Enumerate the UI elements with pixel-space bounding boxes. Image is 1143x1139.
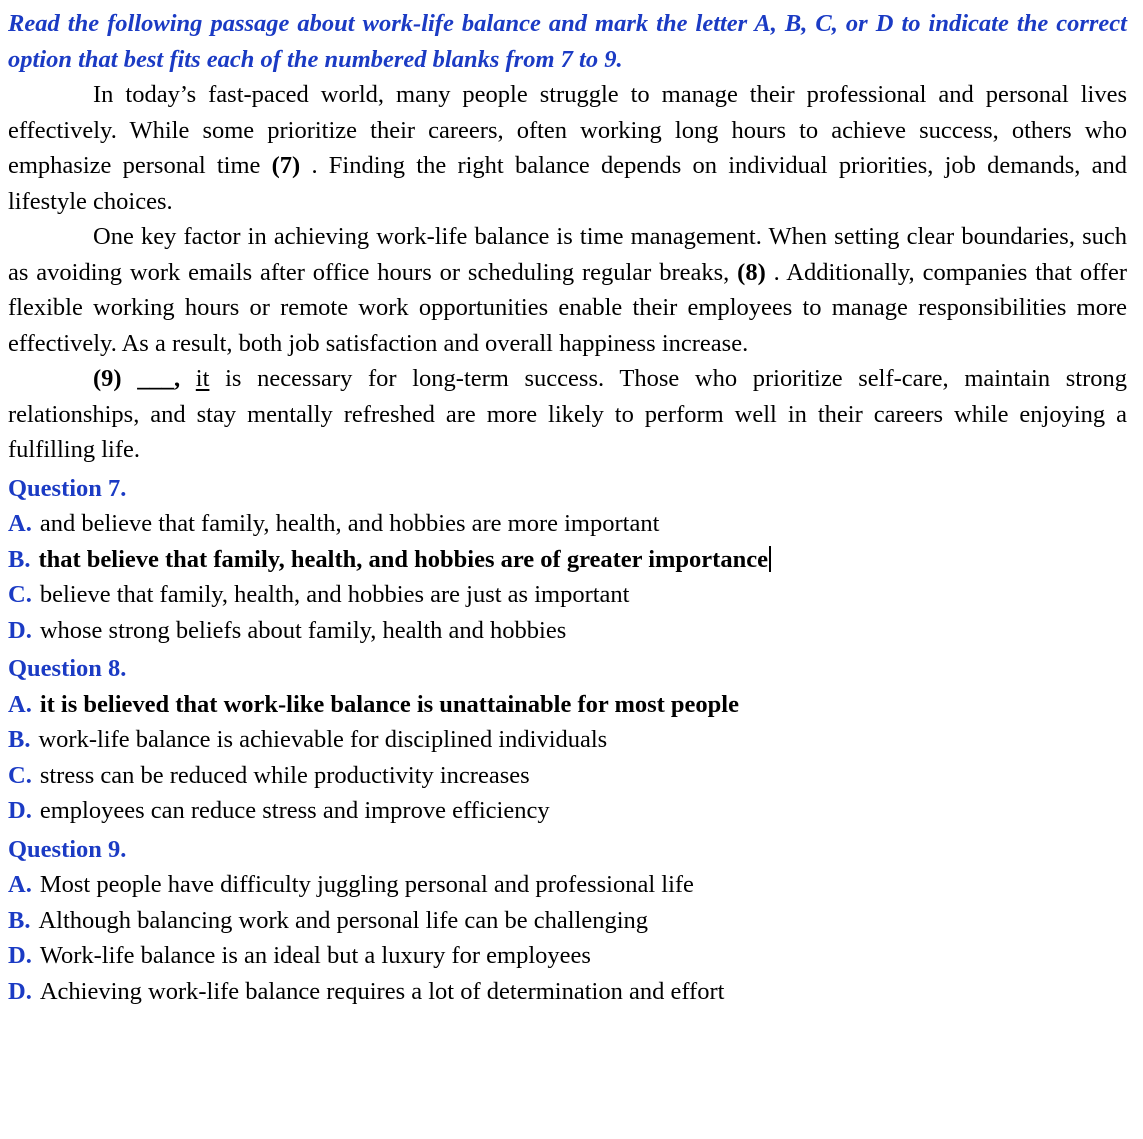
blank-9-label: (9)	[93, 365, 122, 392]
p3-underlined-word: it	[195, 365, 210, 392]
option-letter: D.	[8, 797, 32, 824]
p1-text-before-blank: In today’s fast-paced world, many people struggle to manage their professional and personal lives effectively. While some prioritize their careers, often working long hours to achieve success, others who emphasize personal time	[8, 81, 1127, 179]
option-letter: D.	[8, 942, 32, 969]
option-7c[interactable]	[8, 577, 1127, 613]
option-letter: B.	[8, 545, 31, 573]
option-8b[interactable]	[8, 722, 1127, 758]
option-9a[interactable]	[8, 867, 1127, 903]
option-8c[interactable]	[8, 758, 1127, 794]
question-8-heading[interactable]	[8, 651, 1127, 687]
option-text: Although balancing work and personal life can be challenging	[38, 906, 649, 934]
option-letter: B.	[8, 726, 31, 753]
option-7b[interactable]	[8, 542, 1127, 578]
option-text: Work-life balance is an ideal but a luxury for employees	[39, 942, 591, 969]
option-letter: A.	[8, 690, 32, 718]
option-text: Most people have difficulty juggling personal and professional life	[39, 871, 694, 898]
passage-paragraph-1[interactable]	[8, 77, 1127, 219]
option-text: that believe that family, health, and hobbies are of greater importance	[38, 545, 768, 573]
question-heading-text: Question 7.	[8, 474, 127, 502]
passage-instructions[interactable]	[8, 6, 1127, 77]
option-text: whose strong beliefs about family, health and hobbies	[39, 616, 567, 644]
question-9-heading[interactable]	[8, 832, 1127, 868]
option-text: Achieving work-life balance requires a lot of determination and effort	[39, 977, 725, 1005]
option-letter: C.	[8, 581, 32, 608]
option-letter: D.	[8, 616, 32, 644]
question-7-heading[interactable]	[8, 471, 1127, 507]
p1-text-after-blank: . Finding the right balance depends on individual priorities, job demands, and lifestyle choices.	[8, 152, 1127, 215]
option-7d[interactable]	[8, 613, 1127, 649]
option-letter: C.	[8, 761, 32, 789]
option-9b[interactable]	[8, 903, 1127, 939]
option-7a[interactable]	[8, 506, 1127, 542]
option-text: work-life balance is achievable for disciplined individuals	[38, 726, 608, 753]
option-8a[interactable]	[8, 687, 1127, 723]
question-heading-text: Question 8.	[8, 655, 127, 682]
p2-text-after-blank: . Additionally, companies that offer flexible working hours or remote work opportunities enable their employees to manage responsibilities more effectively. As a result, both job satisfaction and overall happiness increase.	[8, 258, 1128, 357]
option-letter: B.	[8, 906, 31, 934]
question-heading-text: Question 9.	[8, 835, 127, 863]
option-8d[interactable]	[8, 793, 1127, 829]
instructions-text: Read the following passage about work-life balance and mark the letter A, B, C, or D to indicate the correct option that best fits each of the numbered blanks from 7 to 9.	[8, 10, 1127, 73]
p3-text-after-blank: is necessary for long-term success. Those who prioritize self-care, maintain strong relationships, and stay mentally refreshed are more likely to perform well in their careers while enjoying a fulfilling life.	[8, 365, 1127, 463]
option-text: it is believed that work-like balance is unattainable for most people	[39, 690, 739, 718]
passage-paragraph-3[interactable]	[8, 361, 1127, 468]
text-cursor	[769, 546, 771, 572]
blank-9-underscores: ___,	[137, 365, 181, 392]
blank-7-label: (7)	[271, 152, 301, 179]
option-9c[interactable]	[8, 938, 1127, 974]
option-9d[interactable]	[8, 974, 1127, 1010]
option-text: and believe that family, health, and hobbies are more important	[39, 510, 660, 537]
option-text: stress can be reduced while productivity increases	[39, 761, 530, 789]
p2-text-before-blank: One key factor in achieving work-life balance is time management. When setting clear boundaries, such as avoiding work emails after office hours or scheduling regular breaks,	[8, 223, 1127, 286]
option-text: believe that family, health, and hobbies are just as important	[39, 581, 630, 608]
passage-paragraph-2[interactable]	[8, 219, 1127, 361]
option-letter: A.	[8, 510, 32, 537]
option-letter: A.	[8, 871, 32, 898]
option-text: employees can reduce stress and improve efficiency	[39, 797, 550, 824]
option-letter: D.	[8, 977, 32, 1005]
blank-8-label: (8)	[737, 258, 766, 286]
